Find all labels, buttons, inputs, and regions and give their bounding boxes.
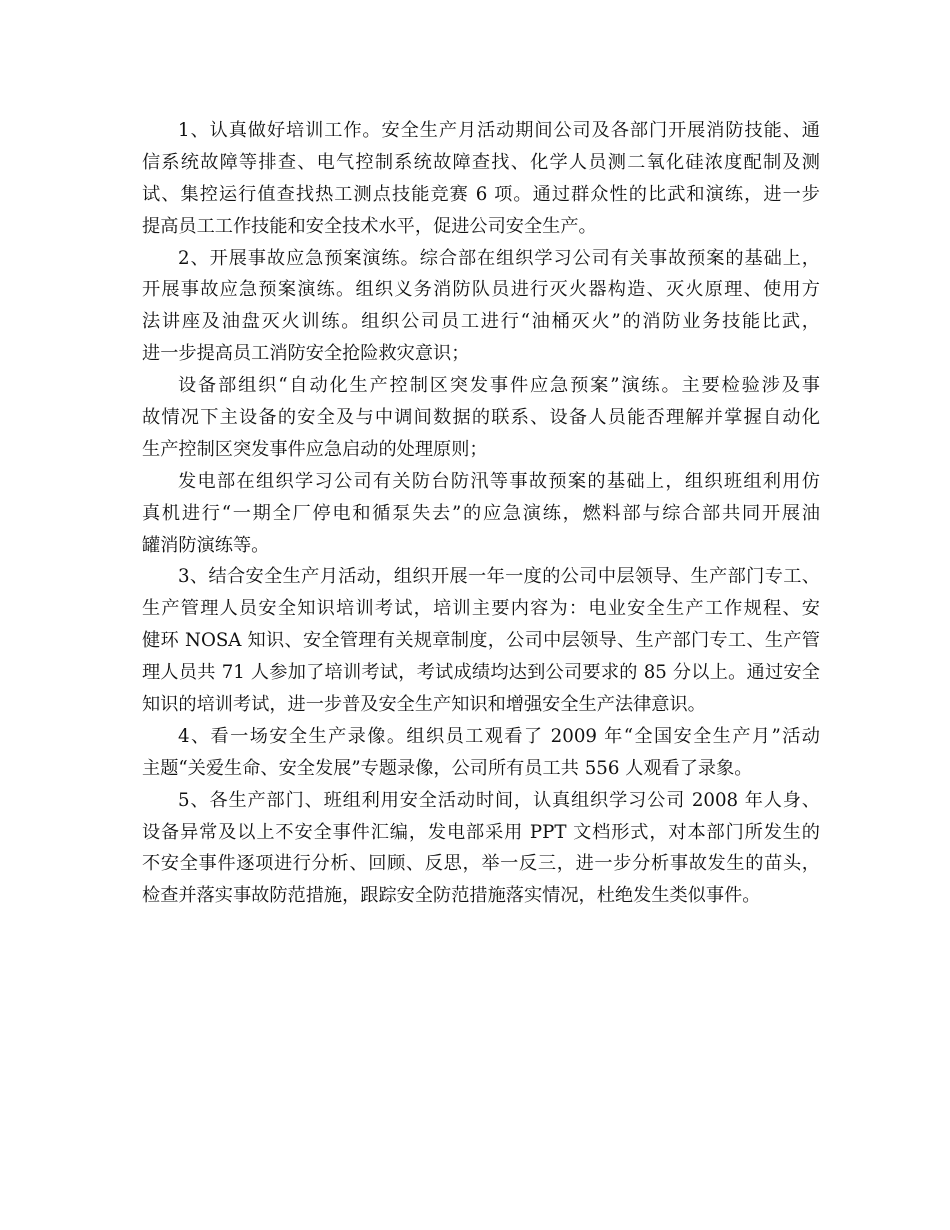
document-body xyxy=(142,115,820,912)
text-line: 知识的培训考试，进一步普及安全生产知识和增强安全生产法律意识。 xyxy=(142,694,706,716)
text-line: 理人员共 71 人参加了培训考试，考试成绩均达到公司要求的 85 分以上。通过安全 xyxy=(142,662,820,684)
text-line: 1、认真做好培训工作。安全生产月活动期间公司及各部门开展消防技能、通 xyxy=(178,120,820,141)
text-line: 生产管理人员安全知识培训考试，培训主要内容为：电业安全生产工作规程、安 xyxy=(142,598,820,620)
text-line: 5、各生产部门、班组利用安全活动时间，认真组织学习公司 2008 年人身、 xyxy=(178,789,820,811)
text-line: 2、开展事故应急预案演练。综合部在组织学习公司有关事故预案的基础上， xyxy=(178,247,820,269)
text-line: 罐消防演练等。 xyxy=(142,534,270,556)
text-line: 发电部在组织学习公司有关防台防汛等事故预案的基础上，组织班组利用仿 xyxy=(178,470,820,492)
text-line: 设备异常及以上不安全事件汇编，发电部采用 PPT 文档形式，对本部门所发生的 xyxy=(142,821,820,843)
text-line: 检查并落实事故防范措施，跟踪安全防范措施落实情况，杜绝发生类似事件。 xyxy=(142,885,761,907)
text-line: 健环 NOSA 知识、安全管理有关规章制度，公司中层领导、生产部门专工、生产管 xyxy=(142,630,820,652)
text-line: 信系统故障等排查、电气控制系统故障查找、化学人员测二氧化硅浓度配制及测 xyxy=(142,151,820,173)
text-line: 提高员工工作技能和安全技术水平，促进公司安全生产。 xyxy=(142,215,597,237)
text-line: 真机进行“一期全厂停电和循泵失去”的应急演练，燃料部与综合部共同开展油 xyxy=(142,502,820,524)
text-line: 3、结合安全生产月活动，组织开展一年一度的公司中层领导、生产部门专工、 xyxy=(178,566,820,588)
text-line: 试、集控运行值查找热工测点技能竞赛 6 项。通过群众性的比武和演练，进一步 xyxy=(142,183,820,205)
text-line: 进一步提高员工消防安全抢险救灾意识； xyxy=(142,343,470,365)
text-line: 开展事故应急预案演练。组织义务消防队员进行灭火器构造、灭火原理、使用方 xyxy=(142,279,820,301)
text-line: 故情况下主设备的安全及与中调间数据的联系、设备人员能否理解并掌握自动化 xyxy=(142,407,820,429)
text-line: 设备部组织“自动化生产控制区突发事件应急预案”演练。主要检验涉及事 xyxy=(178,375,820,397)
text-line: 不安全事件逐项进行分析、回顾、反思，举一反三，进一步分析事故发生的苗头， xyxy=(142,853,820,875)
text-line: 主题“关爱生命、安全发展”专题录像，公司所有员工共 556 人观看了录象。 xyxy=(142,757,753,779)
text-line: 法讲座及油盘灭火训练。组织公司员工进行“油桶灭火”的消防业务技能比武， xyxy=(142,311,820,333)
text-line: 生产控制区突发事件应急启动的处理原则； xyxy=(142,438,488,460)
text-line: 4、看一场安全生产录像。组织员工观看了 2009 年“全国安全生产月”活动 xyxy=(178,725,820,747)
